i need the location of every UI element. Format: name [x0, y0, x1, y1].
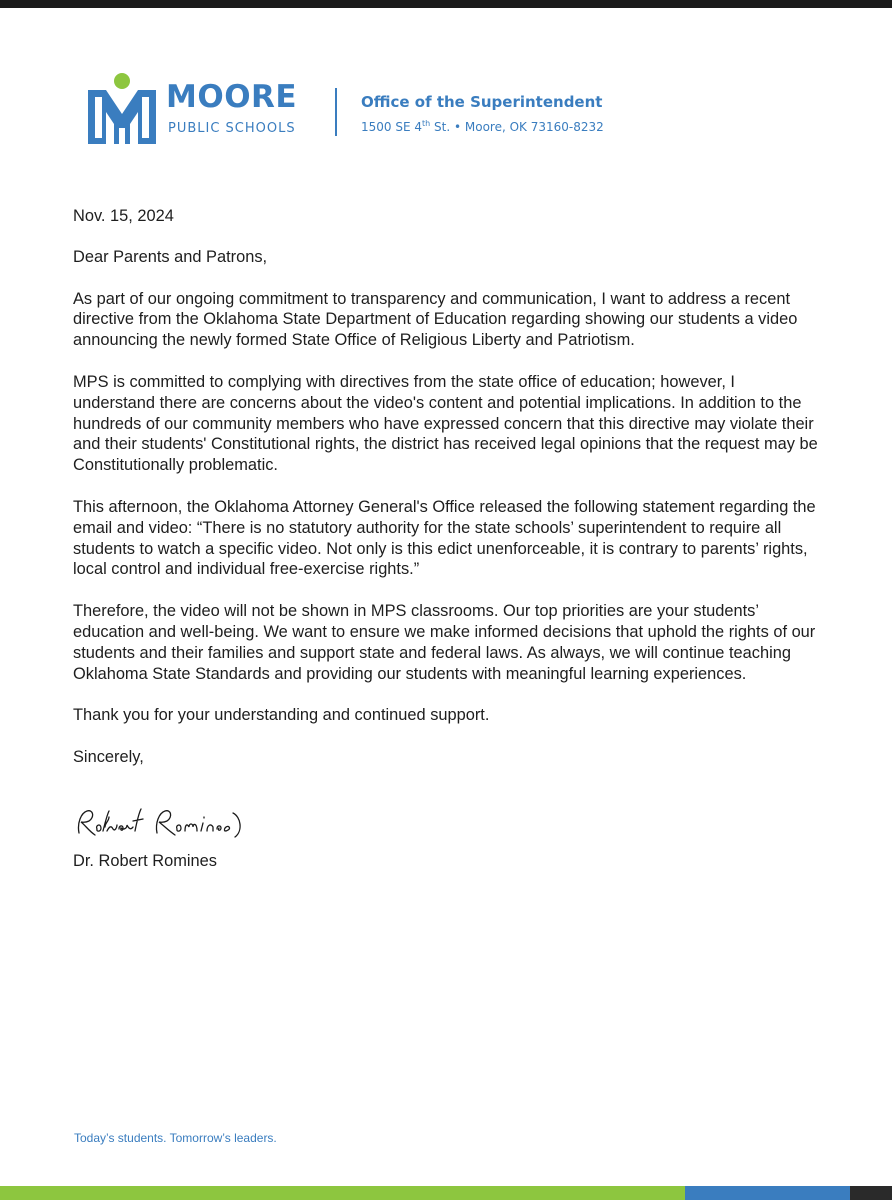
- footer-tagline: Today’s students. Tomorrow’s leaders.: [74, 1131, 277, 1145]
- brand-name: MOORE: [166, 79, 298, 115]
- paragraph-thanks: Thank you for your understanding and continued support.: [73, 706, 490, 725]
- salutation: Dear Parents and Patrons,: [73, 247, 268, 266]
- paragraph-decision: Therefore, the video will not be shown in MPS classrooms. Our top priorities are your students’ education and well-being. We want to ensure we make informed decisions that uphold the rights of our students and their families and support state and federal laws. As always, we will continue teaching Oklahoma State Standards and providing our students with meaningful learning experiences.: [73, 602, 816, 683]
- address-prefix: 1500 SE 4: [361, 120, 423, 134]
- letter-date: Nov. 15, 2024: [73, 207, 174, 225]
- footer-bar-green: [0, 1186, 685, 1200]
- top-border: [0, 0, 892, 8]
- moore-logo-icon: [86, 72, 158, 146]
- closing: Sincerely,: [73, 748, 144, 767]
- handwritten-signature: [73, 803, 253, 843]
- paragraph-attorney-general: This afternoon, the Oklahoma Attorney General's Office released the following statement regarding the email and video: “There is no statutory authority for the state schools’ superintendent to require all students to watch a specific video. Not only is this edict unenforceable, it is contrary to parents’ rights, local control and individual free-exercise rights.”: [73, 497, 816, 579]
- header-divider: [335, 88, 337, 136]
- signer-name: Dr. Robert Romines: [73, 852, 217, 870]
- address-ordinal: th: [422, 119, 431, 128]
- paragraph-transparency: As part of our ongoing commitment to transparency and communication, I want to address a recent directive from the Oklahoma State Department of Education regarding showing our students a video announcing the newly formed State Office of Religious Liberty and Patriotism.: [73, 289, 798, 350]
- paragraph-concerns: MPS is committed to complying with directives from the state office of education; however, I understand there are concerns about the video's content and potential implications. In addition to the hundreds of our community members who have expressed concern that this directive may violate their and their students' Constitutional rights, the district has received legal opinions that the request may be Constitutionally problematic.: [73, 372, 818, 475]
- letter-body: [73, 206, 818, 780]
- office-title: Office of the Superintendent: [361, 93, 603, 111]
- footer-bar-blue: [685, 1186, 850, 1200]
- footer-bar-dark: [850, 1186, 892, 1200]
- brand-subtitle: PUBLIC SCHOOLS: [168, 121, 296, 136]
- office-address: [361, 120, 604, 133]
- address-suffix: St. • Moore, OK 73160-8232: [430, 120, 604, 134]
